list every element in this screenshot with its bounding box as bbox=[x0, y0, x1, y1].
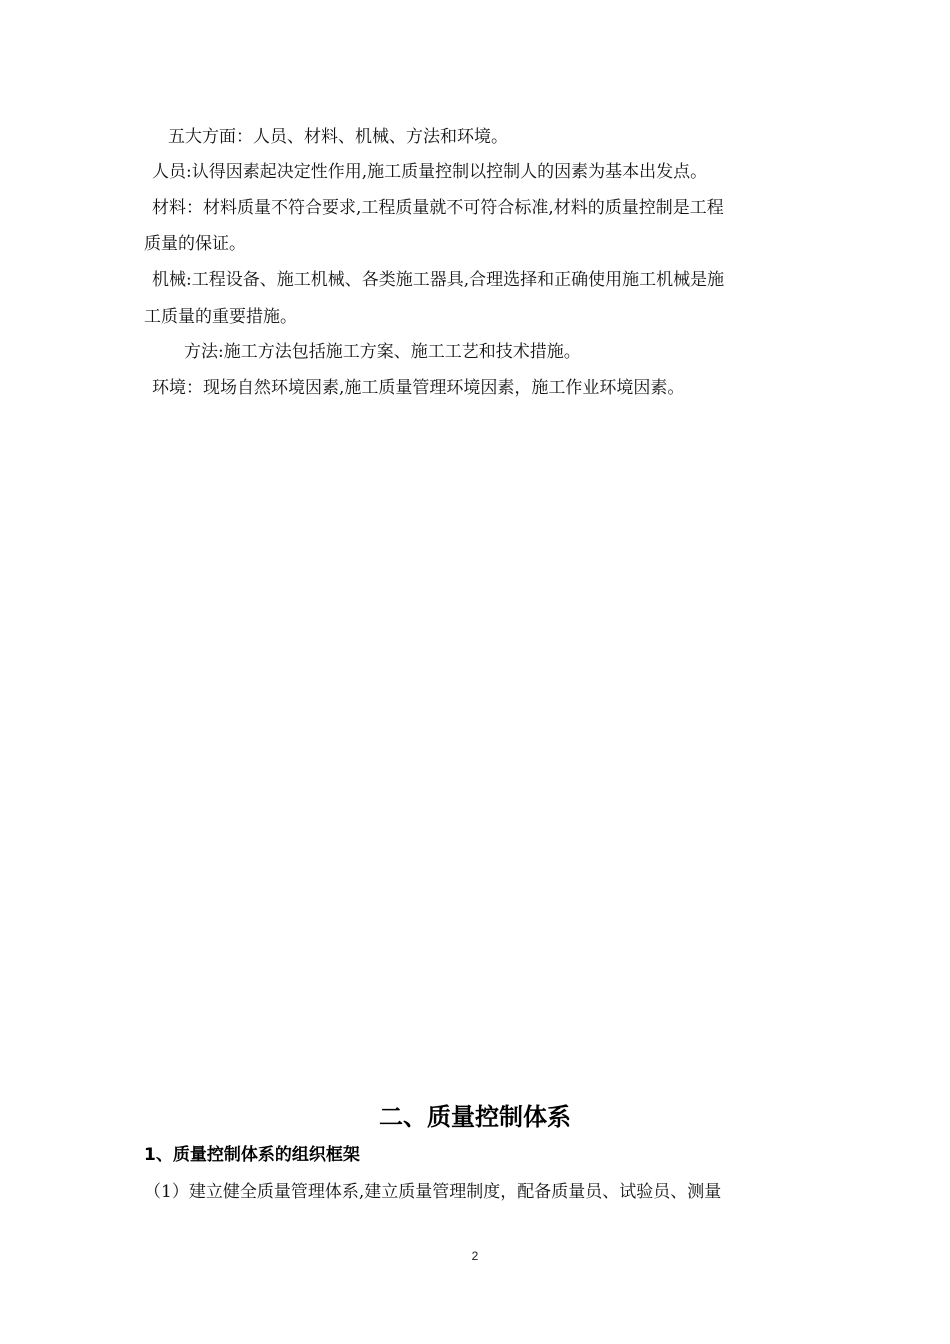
subsection-first-line: （1）建立健全质量管理体系,建立质量管理制度，配备质量员、试验员、测量 bbox=[144, 1182, 722, 1202]
paragraph-method: 方法:施工方法包括施工方案、施工工艺和技术措施。 bbox=[184, 342, 581, 362]
section-title: 二、质量控制体系 bbox=[379, 1103, 571, 1131]
paragraph-machinery-line2: 工质量的重要措施。 bbox=[144, 307, 297, 327]
paragraph-environment: 环境：现场自然环境因素,施工质量管理环境因素，施工作业环境因素。 bbox=[152, 378, 685, 398]
paragraph-machinery-line1: 机械:工程设备、施工机械、各类施工器具,合理选择和正确使用施工机械是施 bbox=[152, 270, 725, 290]
page-number: 2 bbox=[471, 1249, 479, 1263]
paragraph-five-aspects: 五大方面：人员、材料、机械、方法和环境。 bbox=[168, 127, 508, 147]
subsection-title: 1、质量控制体系的组织框架 bbox=[144, 1145, 360, 1165]
paragraph-materials-line2: 质量的保证。 bbox=[144, 234, 246, 254]
paragraph-personnel: 人员:认得因素起决定性作用,施工质量控制以控制人的因素为基本出发点。 bbox=[152, 162, 708, 182]
paragraph-materials-line1: 材料：材料质量不符合要求,工程质量就不可符合标准,材料的质量控制是工程 bbox=[152, 198, 724, 218]
